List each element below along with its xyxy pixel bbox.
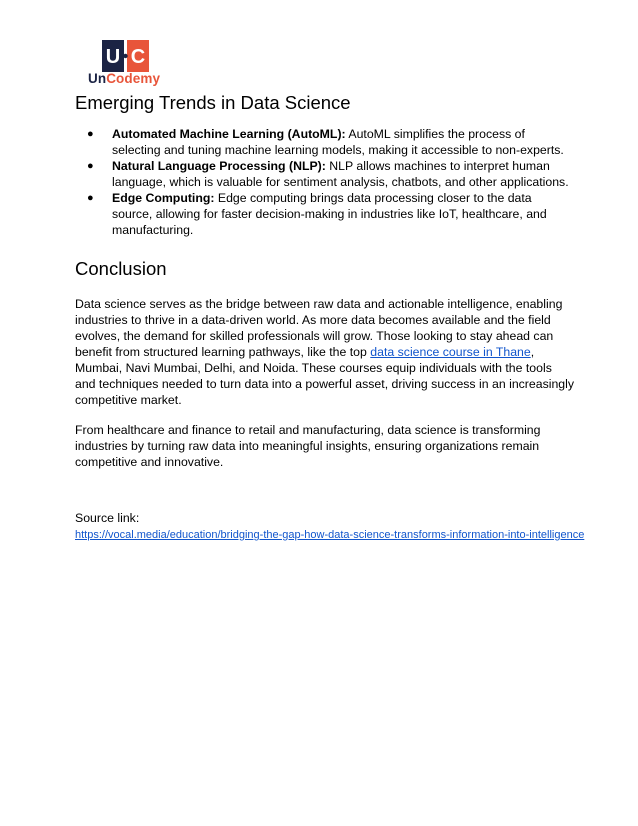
bullet-icon: ● [87, 160, 94, 172]
source-link[interactable]: https://vocal.media/education/bridging-the-gap-how-data-science-transforms-information-into-intelligence [75, 529, 585, 541]
uncodemy-logo-mark-icon [102, 40, 150, 72]
conclusion-paragraph-1 [75, 296, 575, 408]
trend-term: Automated Machine Learning (AutoML): [112, 127, 346, 141]
trend-text: AutoML simplifies the process of selecting and tuning machine learning models, making it accessible to non-experts. [112, 127, 564, 157]
logo-word-un: Un [88, 71, 107, 86]
conclusion-paragraph-2: From healthcare and finance to retail and manufacturing, data science is transforming industries by turning raw data into meaningful insights, ensuring organizations remain competitive and innovative. [75, 423, 541, 469]
logo-letter-left: U [105, 46, 121, 68]
list-item [75, 190, 575, 238]
source-label: Source link: [75, 511, 140, 525]
source-block [75, 510, 585, 543]
conclusion-heading: Conclusion [75, 258, 167, 279]
logo-word-codemy: Codemy [106, 71, 161, 86]
bullet-icon: ● [87, 128, 94, 140]
logo-wordmark [88, 71, 160, 87]
trend-term: Edge Computing: [112, 191, 215, 205]
conclusion-text-after-link: , Mumbai, Navi Mumbai, Delhi, and Noida. These courses equip individuals with the tools and techniques needed to turn data into a powerful asset, driving success in an increasingly competitive market. [75, 345, 575, 407]
list-item [75, 158, 575, 190]
bullet-icon: ● [87, 192, 94, 204]
trend-text: NLP allows machines to interpret human language, which is valuable for sentiment analysis, chatbots, and other applications. [112, 159, 569, 189]
trends-heading: Emerging Trends in Data Science [75, 92, 351, 113]
trend-text: Edge computing brings data processing closer to the data source, allowing for faster decision-making in industries like IoT, healthcare, and manufacturing. [112, 191, 547, 237]
document-body [75, 90, 585, 543]
trend-term: Natural Language Processing (NLP): [112, 159, 326, 173]
uncodemy-logo [88, 40, 168, 88]
course-link[interactable]: data science course in Thane [370, 345, 531, 359]
conclusion-text-before-link: Data science serves as the bridge between raw data and actionable intelligence, enabling industries to thrive in a data-driven world. As more data becomes available and the field evolves, the demand for skilled professionals will grow. Those looking to stay ahead can benefit from structured learning pathways, like the top [75, 297, 563, 359]
logo-center-dot [123, 54, 127, 58]
logo-letter-right: C [130, 46, 146, 68]
trends-list [75, 126, 575, 238]
list-item [75, 126, 575, 158]
